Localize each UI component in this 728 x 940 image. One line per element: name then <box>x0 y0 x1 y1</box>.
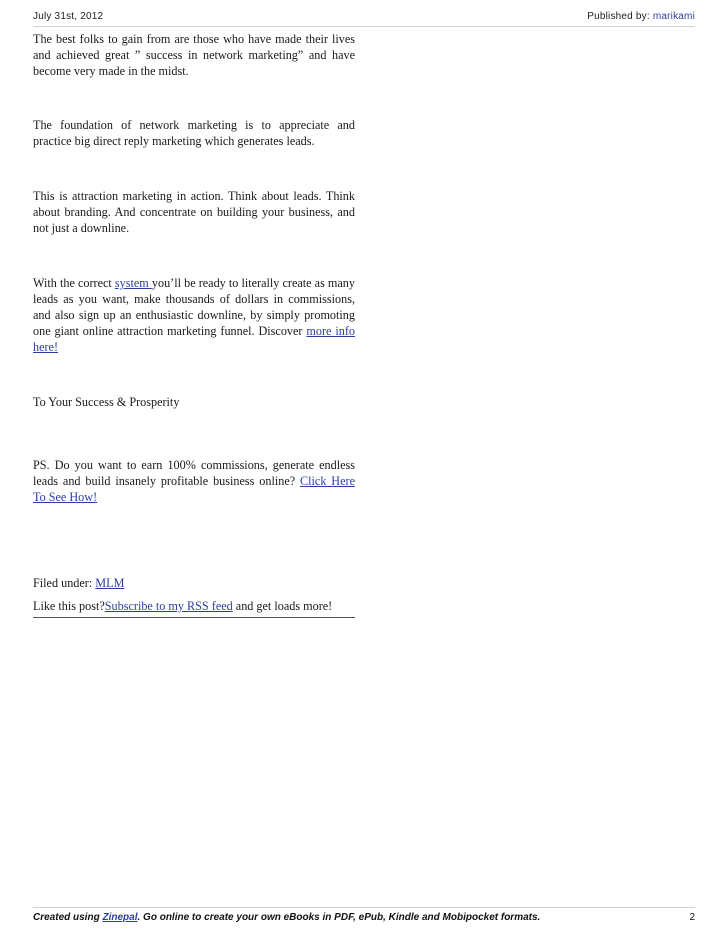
paragraph-4 <box>33 275 355 355</box>
click-here-link[interactable]: Click Here To See How! <box>33 474 355 504</box>
like-this-post <box>33 598 355 614</box>
page-footer <box>33 912 695 928</box>
footer-divider <box>33 907 695 908</box>
page-number: 2 <box>689 912 695 923</box>
footer-credit <box>33 912 540 923</box>
post-date: July 31st, 2012 <box>33 11 104 22</box>
rss-feed-link[interactable]: Subscribe to my RSS feed <box>104 599 233 613</box>
filed-under <box>33 575 355 591</box>
more-info-link[interactable]: more info here! <box>33 324 355 354</box>
filed-under-label: Filed under: <box>33 576 96 590</box>
postscript <box>33 457 355 505</box>
sign-off: To Your Success & Prosperity <box>33 395 180 409</box>
zinepal-link[interactable]: Zinepal <box>102 912 138 923</box>
like-after-text: and get loads more! <box>232 599 333 613</box>
footer-prefix: Created using <box>33 912 103 923</box>
published-by <box>587 11 695 22</box>
published-label: Published by: <box>587 11 653 22</box>
paragraph-2: The foundation of network marketing is to appreciate and practice big direct reply marketing which generates leads. <box>33 118 355 148</box>
like-text: Like this post? <box>33 599 105 613</box>
paragraph-1: The best folks to gain from are those who have made their lives and achieved great ” success in network marketing” and have become very made in the midst. <box>33 32 355 78</box>
footer-suffix: . Go online to create your own eBooks in PDF, ePub, Kindle and Mobipocket formats. <box>137 912 541 923</box>
header-divider <box>33 26 695 27</box>
page-header <box>33 11 695 27</box>
paragraph-4-text-b: you’ll be ready to literally create as many leads as you want, make thousands of dollars in commissions, and also sign up an enthusiastic downline, by simply promoting one giant online attraction marketing funnel. Discover <box>33 276 355 338</box>
postscript-text: PS. Do you want to earn 100% commissions, generate endless leads and build insanely profitable business online? <box>33 458 355 488</box>
system-link[interactable]: system <box>114 276 152 290</box>
paragraph-3: This is attraction marketing in action. Think about leads. Think about branding. And concentrate on building your business, and not just a downline. <box>33 189 355 235</box>
category-link[interactable]: MLM <box>95 576 125 590</box>
paragraph-4-text-a: With the correct <box>33 276 115 290</box>
article-end-divider <box>33 617 355 618</box>
author-link[interactable]: marikami <box>652 11 695 22</box>
